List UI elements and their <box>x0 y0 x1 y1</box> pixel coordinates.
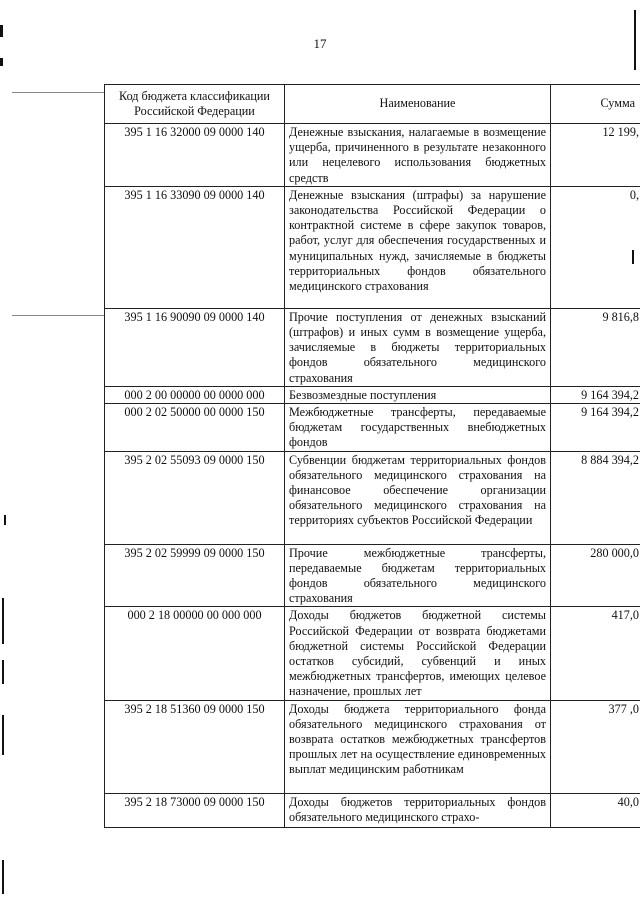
scan-mark <box>0 25 3 37</box>
row-sum: 40,0 <box>551 793 640 827</box>
scan-mark <box>634 10 636 70</box>
row-code: 395 2 02 55093 09 0000 150 <box>105 451 285 544</box>
row-code: 395 1 16 32000 09 0000 140 <box>105 124 285 187</box>
row-name: Прочие поступления от денежных взысканий (штрафов) и иных сумм в возмещение ущерба, зачисляемые в бюджеты территориальных фондов обязательного медицинского страхования <box>285 308 551 386</box>
budget-table <box>104 84 640 828</box>
scan-rule <box>12 315 104 316</box>
table-row <box>105 186 640 308</box>
header-code: Код бюджета классификации Российской Федерации <box>105 85 285 124</box>
row-code: 395 1 16 90090 09 0000 140 <box>105 308 285 386</box>
table-row <box>105 451 640 544</box>
table-row <box>105 308 640 386</box>
table-row <box>105 700 640 793</box>
scan-mark <box>2 715 4 755</box>
row-sum: 12 199, <box>551 124 640 187</box>
scan-mark <box>0 58 3 66</box>
table-row <box>105 386 640 403</box>
row-code: 395 1 16 33090 09 0000 140 <box>105 186 285 308</box>
row-name: Доходы бюджетов бюджетной системы Российской Федерации от возврата бюджетами бюджетной системы Российской Федерации остатков субсидий, субвенций и иных межбюджетных трансфертов, имеющих целевое назначение, прошлых лет <box>285 607 551 700</box>
row-sum: 417,0 <box>551 607 640 700</box>
row-name: Денежные взыскания (штрафы) за нарушение законодательства Российской Федерации о контрактной системе в сфере закупок товаров, работ, услуг для обеспечения государственных и муниципальных нужд, зачисляемые в бюджеты территориальных фондов обязательного медицинского страхования <box>285 186 551 308</box>
table-row <box>105 607 640 700</box>
row-name: Денежные взыскания, налагаемые в возмещение ущерба, причиненного в результате незаконного или нецелевого использования бюджетных средств <box>285 124 551 187</box>
row-name: Межбюджетные трансферты, передаваемые бюджетам государственных внебюджетных фондов <box>285 404 551 452</box>
row-code: 000 2 00 00000 00 0000 000 <box>105 386 285 403</box>
row-name: Доходы бюджета территориального фонда обязательного медицинского страхования от возврата остатков межбюджетных трансфертов прошлых лет на осуществление единовременных выплат медицинским работникам <box>285 700 551 793</box>
row-code: 395 2 18 73000 09 0000 150 <box>105 793 285 827</box>
row-sum: 9 816,8 <box>551 308 640 386</box>
header-sum: Сумма <box>551 85 640 124</box>
row-name: Безвозмездные поступления <box>285 386 551 403</box>
scan-mark <box>4 515 6 525</box>
row-name: Прочие межбюджетные трансферты, передаваемые бюджетам территориальных фондов обязательного медицинского страхования <box>285 544 551 607</box>
row-code: 395 2 18 51360 09 0000 150 <box>105 700 285 793</box>
scan-rule <box>12 92 104 93</box>
table-row <box>105 793 640 827</box>
row-sum: 9 164 394,2 <box>551 404 640 452</box>
table-row <box>105 544 640 607</box>
scan-mark <box>2 860 4 894</box>
row-code: 395 2 02 59999 09 0000 150 <box>105 544 285 607</box>
scan-mark <box>632 250 634 264</box>
header-name: Наименование <box>285 85 551 124</box>
row-name: Субвенции бюджетам территориальных фондов обязательного медицинского страхования на финансовое обеспечение организации обязательного медицинского страхования на территориях субъектов Российской Федерации <box>285 451 551 544</box>
scan-mark <box>2 660 4 684</box>
row-sum: 9 164 394,2 <box>551 386 640 403</box>
row-code: 000 2 18 00000 00 000 000 <box>105 607 285 700</box>
row-sum: 377 ,0 <box>551 700 640 793</box>
page-number: 17 <box>313 36 327 51</box>
table-row <box>105 124 640 187</box>
row-code: 000 2 02 50000 00 0000 150 <box>105 404 285 452</box>
table-header-row <box>105 85 640 124</box>
row-sum: 0, <box>551 186 640 308</box>
scan-mark <box>2 598 4 644</box>
row-sum: 8 884 394,2 <box>551 451 640 544</box>
row-name: Доходы бюджетов территориальных фондов обязательного медицинского страхо- <box>285 793 551 827</box>
row-sum: 280 000,0 <box>551 544 640 607</box>
table-row <box>105 404 640 452</box>
